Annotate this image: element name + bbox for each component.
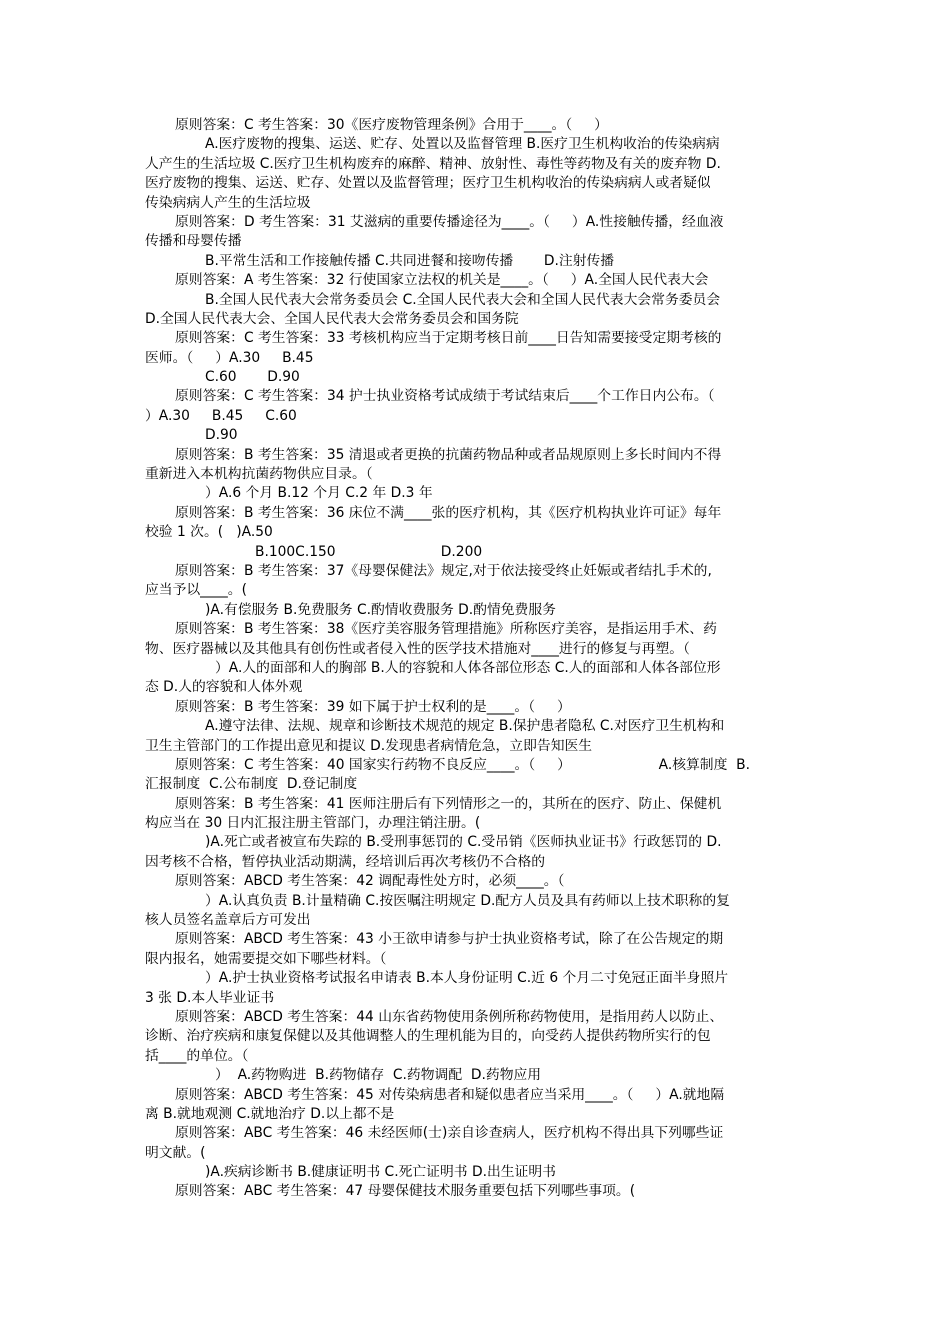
text-line: 医师。（ ）A.30 B.45	[145, 349, 314, 366]
text-line: 核人员签名盖章后方可发出	[145, 912, 311, 929]
text-line: 原则答案：B 考生答案：41 医师注册后有下列情形之一的，其所在的医疗、防止、保健机	[175, 795, 722, 812]
text-line: 括____的单位。（	[145, 1047, 249, 1064]
text-line: 原则答案：B 考生答案：38《医疗美容服务管理措施》所称医疗美容，是指运用手术、药	[175, 621, 717, 638]
text-line: 物、医疗器械以及其他具有创伤性或者侵入性的医学技术措施对____进行的修复与再塑。（	[145, 640, 690, 657]
text-line: 重新进入本机构抗菌药物供应目录。（	[145, 466, 373, 483]
text-line: ）A.人的面部和人的胸部 B.人的容貌和人体各部位形态 C.人的面部和人体各部位形	[215, 659, 721, 676]
document-body	[145, 116, 807, 1202]
text-line: A.医疗废物的搜集、运送、贮存、处置以及监督管理 B.医疗卫生机构收治的传染病病	[205, 136, 720, 153]
text-line: 原则答案：C 考生答案：30《医疗废物管理条例》合用于____。（ ）	[175, 117, 608, 133]
text-line: D.全国人民代表大会、全国人民代表大会常务委员会和国务院	[145, 310, 519, 327]
text-line: ）A.30 B.45 C.60	[145, 407, 297, 424]
text-line: 3 张 D.本人毕业证书	[145, 989, 275, 1006]
text-line: 原则答案：B 考生答案：35 清退或者更换的抗菌药物品种或者品规原则上多长时间内不得	[175, 446, 722, 463]
text-line: D.90	[205, 427, 238, 444]
text-line: 原则答案：C 考生答案：33 考核机构应当于定期考核日前____日告知需要接受定期考核的	[175, 330, 722, 347]
text-line: B.全国人民代表大会常务委员会 C.全国人民代表大会和全国人民代表大会常务委员会	[205, 291, 721, 308]
text-line: 态 D.人的容貌和人体外观	[145, 679, 303, 696]
text-line: 应当予以____。(	[145, 582, 247, 599]
text-line: 医疗废物的搜集、运送、贮存、处置以及监督管理；医疗卫生机构收治的传染病病人或者疑似	[145, 175, 711, 192]
text-line: 传播和母婴传播	[145, 233, 242, 250]
text-line: 限内报名，她需要提交如下哪些材料。（	[145, 950, 387, 967]
text-line: 诊断、治疗疾病和康复保健以及其他调整人的生理机能为目的，向受药人提供药物所实行的包	[145, 1028, 711, 1045]
text-line: 人产生的生活垃圾 C.医疗卫生机构废弃的麻醉、精神、放射性、毒性等药物及有关的废弃物 D.	[145, 155, 721, 172]
text-line: 构应当在 30 日内汇报注册主管部门，办理注销注册。(	[145, 815, 481, 832]
text-line: 离 B.就地观测 C.就地治疗 D.以上都不是	[145, 1105, 395, 1122]
text-line: ）A.6 个月 B.12 个月 C.2 年 D.3 年	[205, 485, 433, 502]
text-line: 校验 1 次。( )A.50	[145, 524, 273, 541]
text-line: )A.死亡或者被宣布失踪的 B.受刑事惩罚的 C.受吊销《医师执业证书》行政惩罚的 D.	[205, 834, 722, 851]
text-line: 原则答案：C 考生答案：40 国家实行药物不良反应____。（ ） A.核算制度 B.	[175, 756, 751, 773]
text-line: 原则答案：ABCD 考生答案：44 山东省药物使用条例所称药物使用，是指用药人以防止、	[175, 1008, 724, 1025]
text-line: ）A.护士执业资格考试报名申请表 B.本人身份证明 C.近 6 个月二寸免冠正面半身照片	[205, 970, 729, 987]
text-line: 原则答案：D 考生答案：31 艾滋病的重要传播途径为____。（ ）A.性接触传播，经血液	[175, 213, 724, 230]
text-line: A.遵守法律、法规、规章和诊断技术规范的规定 B.保护患者隐私 C.对医疗卫生机构和	[205, 718, 725, 735]
text-line: 原则答案：ABCD 考生答案：43 小王欲申请参与护士执业资格考试，除了在公告规定的期	[175, 931, 724, 948]
text-line: 原则答案：B 考生答案：37《母婴保健法》规定,对于依法接受终止妊娠或者结扎手术的,	[175, 562, 712, 579]
text-line: ） A.药物购进 B.药物储存 C.药物调配 D.药物应用	[215, 1067, 542, 1084]
text-line: 原则答案：C 考生答案：34 护士执业资格考试成绩于考试结束后____个工作日内公布。（	[175, 388, 715, 405]
text-line: 原则答案：ABC 考生答案：47 母婴保健技术服务重要包括下列哪些事项。(	[175, 1183, 636, 1200]
text-line: 汇报制度 C.公布制度 D.登记制度	[145, 776, 358, 793]
text-line: 卫生主管部门的工作提出意见和提议 D.发现患者病情危急，立即告知医生	[145, 737, 593, 754]
text-line: 原则答案：B 考生答案：36 床位不满____张的医疗机构，其《医疗机构执业许可证》每年	[175, 504, 722, 521]
text-line: 原则答案：ABCD 考生答案：42 调配毒性处方时，必须____。（	[175, 873, 565, 890]
text-line: 传染病病人产生的生活垃圾	[145, 194, 311, 211]
text-line: 因考核不合格，暂停执业活动期满，经培训后再次考核仍不合格的	[145, 853, 546, 870]
text-line: 原则答案：ABC 考生答案：46 未经医师(士)亲自诊查病人，医疗机构不得出具下列哪些证	[175, 1125, 724, 1142]
text-line: )A.有偿服务 B.免费服务 C.酌情收费服务 D.酌情免费服务	[205, 601, 556, 618]
text-line: 原则答案：ABCD 考生答案：45 对传染病患者和疑似患者应当采用____。（ ）A.就地隔	[175, 1086, 725, 1103]
text-line: B.平常生活和工作接触传播 C.共同进餐和接吻传播 D.注射传播	[205, 252, 615, 269]
text-line: 明文献。(	[145, 1144, 206, 1161]
text-line: 原则答案：A 考生答案：32 行使国家立法权的机关是____。（ ）A.全国人民代表大会	[175, 272, 709, 289]
text-line: ）A.认真负责 B.计量精确 C.按医嘱注明规定 D.配方人员及具有药师以上技术职称的复	[205, 892, 730, 909]
text-line: )A.疾病诊断书 B.健康证明书 C.死亡证明书 D.出生证明书	[205, 1164, 556, 1181]
text-line: 原则答案：B 考生答案：39 如下属于护士权利的是____。（ ）	[175, 698, 571, 715]
text-line: B.100C.150 D.200	[255, 543, 483, 560]
text-line: C.60 D.90	[205, 369, 300, 386]
